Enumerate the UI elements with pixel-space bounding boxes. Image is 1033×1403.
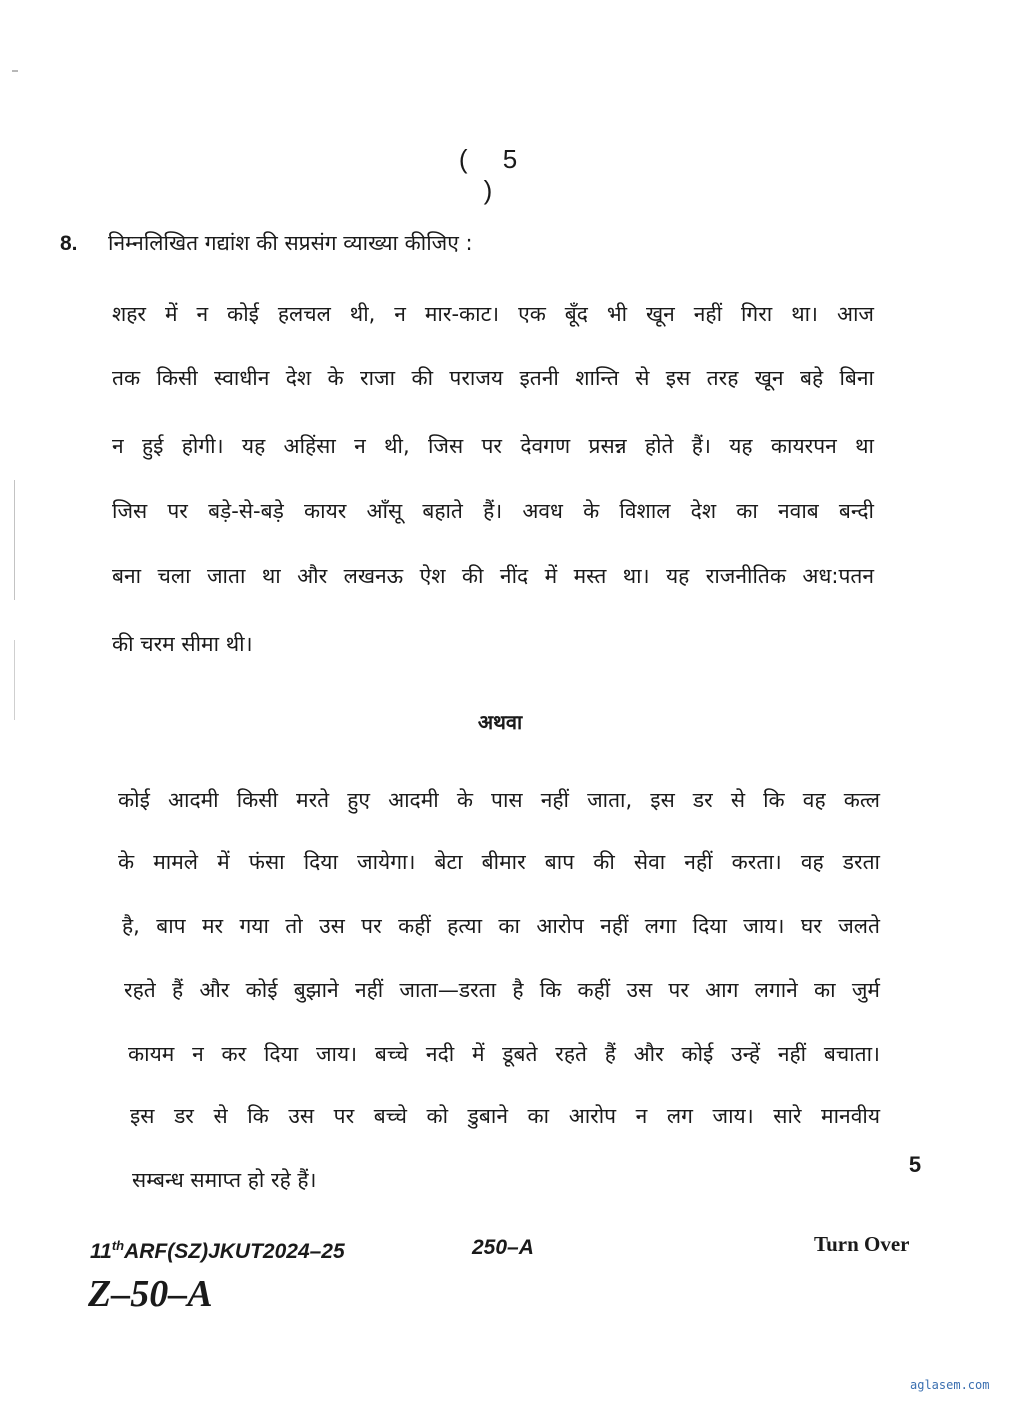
passage-line: है, बाप मर गया तो उस पर कहीं हत्या का आरोप नहीं लगा दिया जाय। घर जलते [122,914,880,938]
paper-code: Z–50–A [88,1273,213,1315]
passage-line: बना चला जाता था और लखनऊ ऐश की नींद में मस्त था। यह राजनीतिक अध:पतन [112,564,874,588]
exam-code-prefix: 11 [90,1240,112,1263]
scan-margin-line [14,640,15,720]
set-code: 250–A [472,1236,534,1259]
exam-code [90,1238,345,1264]
passage-line: शहर में न कोई हलचल थी, न मार-काट। एक बूँद भी खून नहीं गिरा था। आज [112,302,874,326]
question-marks: 5 [908,1152,922,1177]
passage-line: तक किसी स्वाधीन देश के राजा की पराजय इतनी शान्ति से इस तरह खून बहे बिना [112,366,874,390]
passage-line: के मामले में फंसा दिया जायेगा। बेटा बीमार बाप की सेवा नहीं करता। वह डरता [118,850,880,874]
turn-over-label: Turn Over [814,1232,910,1256]
exam-code-rest: ARF(SZ)JKUT2024–25 [124,1240,345,1263]
question-number: 8. [60,232,78,255]
passage-line: रहते हैं और कोई बुझाने नहीं जाता—डरता है कि कहीं उस पर आग लगाने का जुर्म [124,978,880,1002]
exam-code-sup: th [111,1238,125,1253]
passage-line: न हुई होगी। यह अहिंसा न थी, जिस पर देवगण प्रसन्न होते हैं। यह कायरपन था [112,434,874,458]
passage-line: की चरम सीमा थी। [112,632,253,656]
passage-line: सम्बन्ध समाप्त हो रहे हैं। [132,1168,317,1192]
watermark: aglasem.com [910,1378,990,1392]
passage-line: कायम न कर दिया जाय। बच्चे नदी में डूबते रहते हैं और कोई उन्हें नहीं बचाता। [128,1042,880,1066]
passage-line: कोई आदमी किसी मरते हुए आदमी के पास नहीं जाता, इस डर से कि वह कत्ल [118,788,880,812]
passage-line: इस डर से कि उस पर बच्चे को डुबाने का आरोप न लग जाय। सारे मानवीय [130,1104,880,1128]
scan-margin-line [12,70,18,72]
or-divider: अथवा [477,710,523,734]
question-instruction: निम्नलिखित गद्यांश की सप्रसंग व्याख्या कीजिए : [108,231,473,255]
passage-line: जिस पर बड़े-से-बड़े कायर आँसू बहाते हैं। अवध के विशाल देश का नवाब बन्दी [112,499,874,523]
scan-margin-line [14,480,15,600]
page-number: ( 5 ) [458,144,532,205]
